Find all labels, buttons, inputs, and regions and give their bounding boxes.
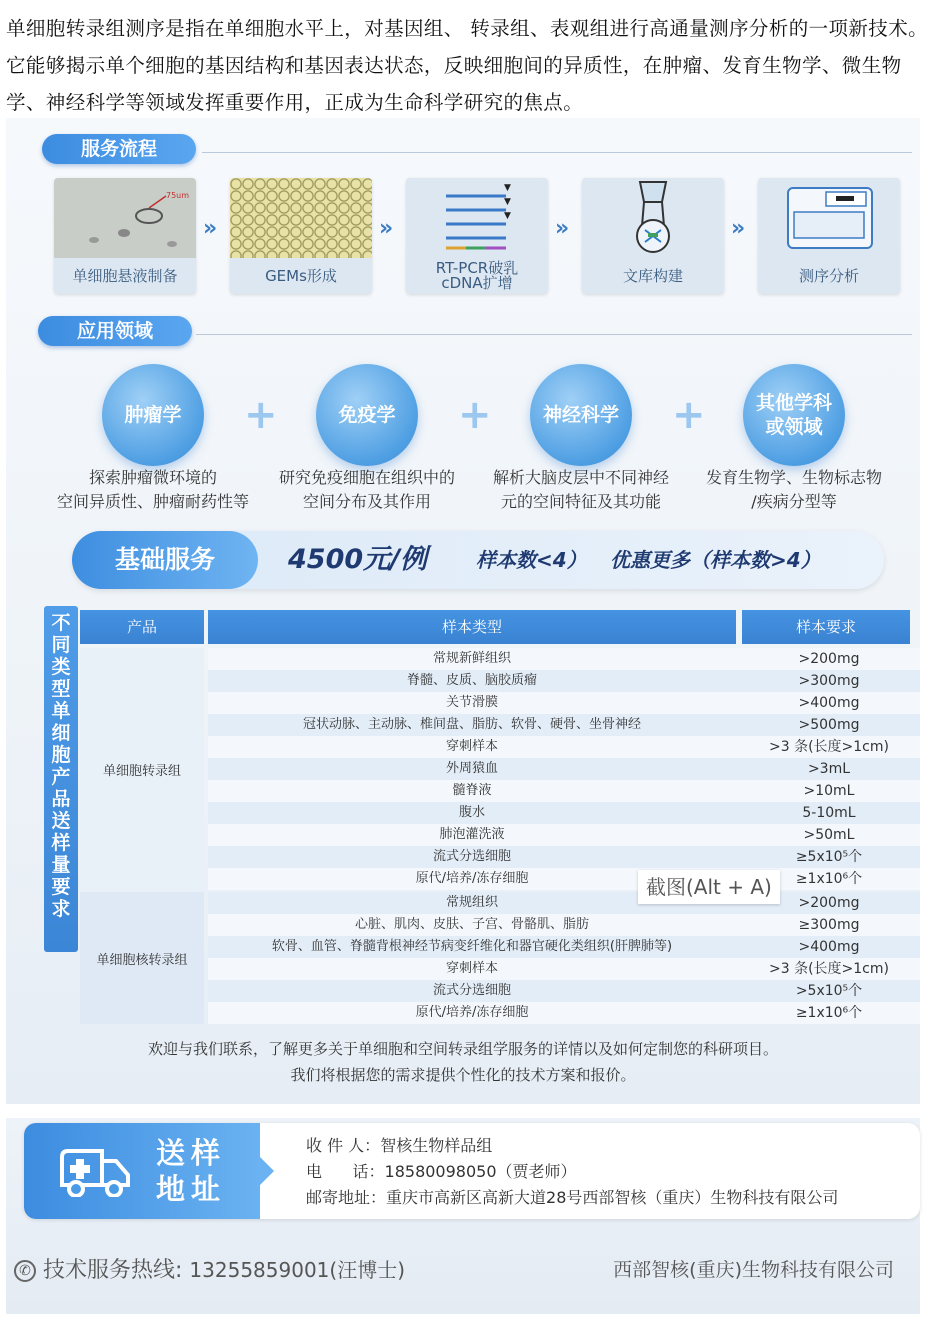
contact-note-line2: 我们将根据您的需求提供个性化的技术方案和报价。 [290, 1066, 636, 1084]
price: 4500元/例 [288, 544, 428, 575]
address-value: 重庆市高新区高新大道28号西部智核（重庆）生物科技有限公司 [386, 1188, 839, 1207]
plus-icon: + [672, 392, 706, 438]
requirement-cell: >3 条(长度>1cm) [769, 961, 889, 977]
arrow-icon: » [379, 216, 394, 241]
plus-icon: + [458, 392, 492, 438]
svg-text:▼: ▼ [504, 197, 511, 207]
requirement-cell: >400mg [798, 695, 860, 711]
table-row [208, 936, 920, 958]
table-row [208, 692, 920, 714]
sample-type-cell: 原代/培养/冻存细胞 [415, 871, 529, 886]
sample-type-cell: 穿刺样本 [445, 961, 498, 976]
recipient-value: 智核生物样品组 [380, 1136, 493, 1155]
step-library-construction [582, 178, 724, 294]
header-sample-type: 样本类型 [208, 610, 736, 644]
screenshot-tooltip: 截图(Alt + A) [638, 870, 780, 904]
service-flow-title: 服务流程 [42, 134, 196, 164]
app-other-desc: 发育生物学、生物标志物 /疾病分型等 [705, 468, 882, 511]
arrow-icon: » [731, 216, 746, 241]
product-single-nucleus-transcriptome: 单细胞核转录组 [80, 892, 204, 1024]
step-single-cell-suspension [54, 178, 196, 294]
sample-type-cell: 外周猿血 [445, 761, 498, 776]
hotline-label: 技术服务热线: [43, 1258, 183, 1283]
applications-title: 应用领域 [38, 316, 192, 346]
discount-note: 优惠更多（样本数>4） [610, 548, 821, 572]
address-line [306, 1185, 838, 1211]
requirement-cell: >3mL [807, 761, 851, 777]
sample-type-cell: 肺泡灌洗液 [439, 827, 505, 842]
basic-service-label: 基础服务 [72, 531, 258, 589]
section-divider [196, 334, 912, 335]
step-caption: GEMs形成 [265, 266, 337, 285]
shipping-section [6, 1118, 920, 1314]
requirement-cell: >10mL [803, 783, 855, 799]
cdna-diagram-image [406, 178, 548, 258]
requirement-cell: >500mg [798, 717, 860, 733]
app-neuroscience-desc: 解析大脑皮层中不同神经 元的空间特征及其功能 [492, 468, 669, 511]
ambulance-icon [58, 1145, 132, 1197]
recipient-line [306, 1133, 492, 1159]
requirement-cell: >50mL [803, 827, 855, 843]
shipping-tag-text: 送样 地址 [156, 1136, 227, 1206]
svg-text:▼: ▼ [504, 183, 511, 193]
sample-type-cell: 常规组织 [445, 895, 498, 910]
arrow-icon: » [555, 216, 570, 241]
tag-pointer [260, 1157, 274, 1185]
requirement-cell: >3 条(长度>1cm) [769, 739, 889, 755]
sample-type-cell: 穿刺样本 [445, 739, 498, 754]
sequencer-image [758, 178, 900, 258]
cell-micrograph-image [54, 178, 196, 258]
sample-type-cell: 心脏、肌肉、皮肤、子宫、骨骼肌、脂肪 [354, 917, 589, 932]
company-name: 西部智核(重庆)生物科技有限公司 [613, 1259, 894, 1281]
hotline-number: 13255859001 [189, 1258, 330, 1282]
table-row [208, 846, 920, 868]
table-row [208, 670, 920, 692]
requirement-cell: >200mg [798, 651, 860, 667]
table-row [208, 824, 920, 846]
table-row [208, 736, 920, 758]
recipient-label: 收 件 人： [306, 1136, 381, 1155]
address-label: 邮寄地址： [306, 1188, 387, 1207]
requirement-cell: >200mg [798, 895, 860, 911]
requirement-cell: ≥5x10⁵个 [795, 849, 863, 865]
app-immunology-desc: 研究免疫细胞在组织中的 空间分布及其作用 [278, 468, 455, 511]
sample-type-cell: 关节滑膜 [445, 695, 498, 710]
table-row [208, 868, 920, 890]
requirement-cell: >300mg [798, 673, 860, 689]
requirement-cell: ≥1x10⁶个 [795, 1005, 863, 1021]
service-poster [6, 118, 920, 1104]
phone-icon: ✆ [14, 1260, 36, 1282]
plus-icon: + [244, 392, 278, 438]
table-side-title [44, 606, 78, 952]
sample-count-note: 样本数<4） [476, 548, 587, 572]
sample-type-cell: 常规新鲜组织 [432, 651, 511, 666]
section-divider [202, 152, 912, 153]
requirement-cell: ≥300mg [798, 917, 860, 933]
step-caption: RT-PCR破乳 cDNA扩增 [435, 259, 519, 292]
hotline-person: (汪博士) [329, 1258, 406, 1282]
step-rt-pcr [406, 178, 548, 294]
table-row [208, 714, 920, 736]
hotline [14, 1253, 405, 1287]
app-oncology-desc: 探索肿瘤微环境的 空间异质性、肿瘤耐药性等 [56, 468, 249, 511]
sample-type-cell: 冠状动脉、主动脉、椎间盘、脂肪、软骨、硬骨、坐骨神经 [302, 717, 641, 732]
app-neuroscience: 神经科学 [530, 364, 632, 466]
step-caption: 单细胞悬液制备 [72, 266, 178, 285]
sample-type-cell: 流式分选细胞 [432, 983, 511, 998]
basic-service-banner [72, 531, 884, 589]
step-caption: 测序分析 [798, 266, 859, 285]
sample-type-cell: 原代/培养/冻存细胞 [415, 1005, 529, 1020]
table-row [208, 914, 920, 936]
phone-label: 电 话： [306, 1162, 385, 1181]
step-sequencing-analysis [758, 178, 900, 294]
sample-type-cell: 软骨、血管、脊髓背根神经节病变纤维化和器官硬化类组织(肝脾肺等) [271, 939, 673, 954]
shipping-tag [24, 1123, 260, 1219]
table-row [208, 958, 920, 980]
requirement-cell: >400mg [798, 939, 860, 955]
gems-image [230, 178, 372, 258]
svg-text:▼: ▼ [504, 211, 511, 221]
phone-line [306, 1159, 577, 1185]
app-oncology: 肿瘤学 [102, 364, 204, 466]
intro-paragraph: 单细胞转录组测序是指在单细胞水平上，对基因组、 转录组、表观组进行高通量测序分析的一项新技术。它能够揭示单个细胞的基因结构和基因表达状态，反映细胞间的异质性，在肿瘤、发育生物学、微生物学、神经科学等领域发挥重要作用，正成为生命科学研究的焦点。 [6, 17, 928, 114]
shipping-card [24, 1123, 920, 1219]
table-row [208, 1002, 920, 1024]
phone-value: 18580098050（贾老师） [384, 1162, 577, 1181]
requirement-cell: >5x10⁵个 [795, 983, 863, 999]
product-single-cell-transcriptome: 单细胞转录组 [80, 648, 204, 890]
requirement-cell: ≥1x10⁶个 [795, 871, 863, 887]
sample-type-cell: 腹水 [458, 805, 485, 820]
table-row [208, 780, 920, 802]
contact-note-line1: 欢迎与我们联系，了解更多关于单细胞和空间转录组学服务的详情以及如何定制您的科研项目。 [147, 1040, 778, 1058]
header-sample-requirement: 样本要求 [742, 610, 910, 644]
app-other-fields: 其他学科 或领域 [743, 364, 845, 466]
step-gems-formation [230, 178, 372, 294]
sample-type-cell: 髓脊液 [452, 783, 492, 798]
table-row [208, 758, 920, 780]
scale-annotation: 75um [166, 191, 190, 200]
side-title-text: 不同类型单细胞产品送样量要求 [51, 612, 71, 920]
table-row [208, 980, 920, 1002]
table-row [208, 802, 920, 824]
sample-type-cell: 流式分选细胞 [432, 849, 511, 864]
header-product: 产品 [80, 610, 204, 644]
requirement-cell: 5-10mL [802, 805, 856, 821]
app-immunology: 免疫学 [316, 364, 418, 466]
table-row [208, 892, 920, 914]
step-caption: 文库构建 [622, 266, 683, 285]
sample-type-cell: 脊髓、皮质、脑胶质瘤 [406, 673, 537, 688]
library-tube-image [582, 178, 724, 258]
arrow-icon: » [203, 216, 218, 241]
table-row [208, 648, 920, 670]
